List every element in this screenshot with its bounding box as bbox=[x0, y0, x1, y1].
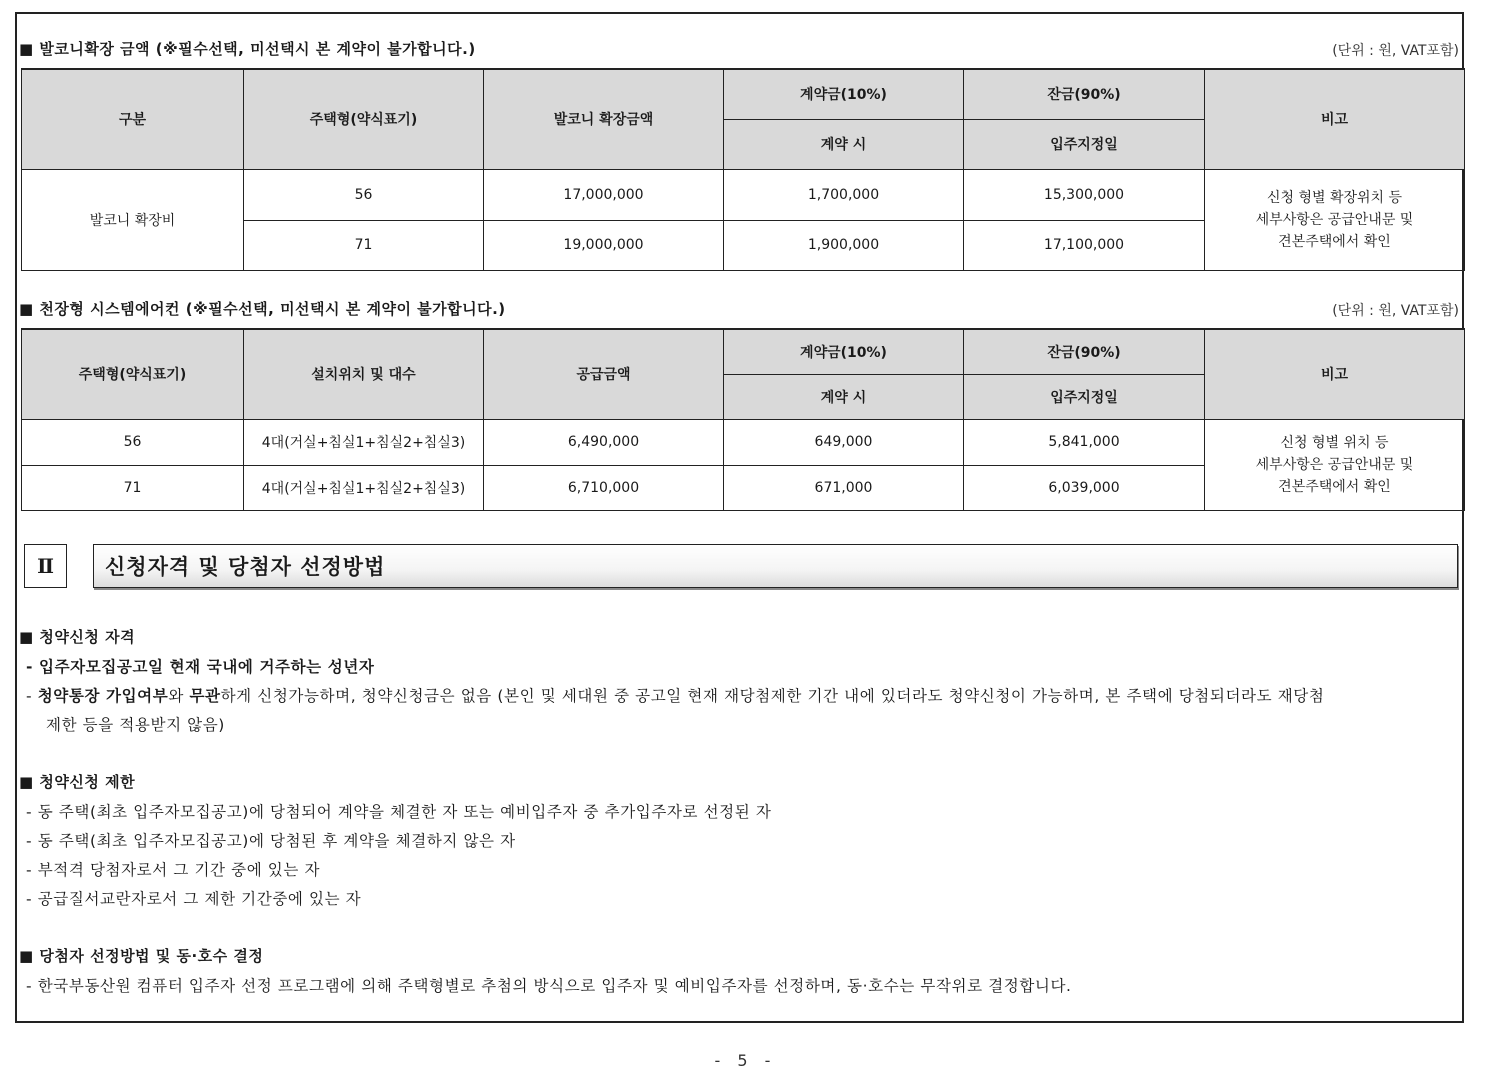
location-cell: 4대(거실+침실1+침실2+침실3) bbox=[244, 465, 484, 510]
remark-line: 세부사항은 공급안내문 및 bbox=[1255, 211, 1414, 228]
amount-cell: 6,490,000 bbox=[484, 419, 724, 465]
remark-cell bbox=[1205, 419, 1465, 510]
list-item: - 공급질서교란자로서 그 제한 기간중에 있는 자 bbox=[26, 890, 362, 908]
header-balance-sub: 입주지정일 bbox=[964, 119, 1205, 169]
location-cell: 4대(거실+침실1+침실2+침실3) bbox=[244, 419, 484, 465]
amount-cell: 19,000,000 bbox=[484, 220, 724, 270]
header-deposit: 계약금(10%) bbox=[724, 69, 964, 119]
amount-cell: 17,000,000 bbox=[484, 169, 724, 220]
deposit-cell: 671,000 bbox=[724, 465, 964, 510]
plain-text: 하게 신청가능하며, 청약신청금은 없음 (본인 및 세대원 중 공고일 현재 재당첨제한 기간 내에 있더라도 청약신청이 가능하며, 본 주택에 당첨되더라도 재당첨 bbox=[220, 687, 1325, 705]
type-cell: 56 bbox=[244, 169, 484, 220]
header-location: 설치위치 및 대수 bbox=[244, 329, 484, 419]
balcony-unit: (단위 : 원, VAT포함) bbox=[1332, 43, 1459, 59]
qualification-line-1 bbox=[26, 655, 374, 677]
page-number: - 5 - bbox=[714, 1051, 777, 1070]
category-cell: 발코니 확장비 bbox=[22, 169, 244, 270]
header-type: 주택형(약식표기) bbox=[244, 69, 484, 169]
header-deposit-sub: 계약 시 bbox=[724, 119, 964, 169]
list-item: - 부적격 당첨자로서 그 기간 중에 있는 자 bbox=[26, 861, 321, 879]
remark-line: 세부사항은 공급안내문 및 bbox=[1255, 456, 1414, 473]
chapter-title: 신청자격 및 당첨자 선정방법 bbox=[93, 544, 1458, 588]
header-deposit-sub: 계약 시 bbox=[724, 374, 964, 419]
table-row bbox=[22, 169, 1465, 220]
aircon-heading: ■ 천장형 시스템에어컨 (※필수선택, 미선택시 본 계약이 불가합니다.) bbox=[19, 300, 506, 318]
remark-line: 견본주택에서 확인 bbox=[1278, 233, 1391, 250]
type-cell: 71 bbox=[244, 220, 484, 270]
deposit-cell: 649,000 bbox=[724, 419, 964, 465]
qualification-heading: ■ 청약신청 자격 bbox=[19, 628, 136, 646]
aircon-unit: (단위 : 원, VAT포함) bbox=[1332, 303, 1459, 319]
deposit-cell: 1,900,000 bbox=[724, 220, 964, 270]
bold-text: 무관 bbox=[189, 687, 221, 705]
balance-cell: 17,100,000 bbox=[964, 220, 1205, 270]
header-amount: 공급금액 bbox=[484, 329, 724, 419]
qualification-line-1-text: - 입주자모집공고일 현재 국내에 거주하는 성년자 bbox=[26, 658, 375, 676]
bullet-dash: - bbox=[26, 687, 38, 705]
selection-line: - 한국부동산원 컴퓨터 입주자 선정 프로그램에 의해 주택형별로 추첨의 방식으로 입주자 및 예비입주자를 선정하며, 동·호수는 무작위로 결정합니다. bbox=[26, 977, 1072, 995]
header-type: 주택형(약식표기) bbox=[22, 329, 244, 419]
header-balance: 잔금(90%) bbox=[964, 329, 1205, 374]
header-deposit: 계약금(10%) bbox=[724, 329, 964, 374]
restriction-heading: ■ 청약신청 제한 bbox=[19, 773, 136, 791]
chapter-number: Ⅱ bbox=[24, 544, 67, 588]
remark-line: 신청 형별 확장위치 등 bbox=[1266, 189, 1403, 206]
amount-cell: 6,710,000 bbox=[484, 465, 724, 510]
header-balance-sub: 입주지정일 bbox=[964, 374, 1205, 419]
header-remark: 비고 bbox=[1205, 329, 1465, 419]
type-cell: 56 bbox=[22, 419, 244, 465]
qualification-line-2 bbox=[26, 684, 1324, 706]
balance-cell: 6,039,000 bbox=[964, 465, 1205, 510]
remark-cell bbox=[1205, 169, 1465, 270]
balance-cell: 5,841,000 bbox=[964, 419, 1205, 465]
header-amount: 발코니 확장금액 bbox=[484, 69, 724, 169]
qualification-line-3: 제한 등을 적용받지 않음) bbox=[46, 716, 225, 734]
list-item: - 동 주택(최초 입주자모집공고)에 당첨되어 계약을 체결한 자 또는 예비입주자 중 추가입주자로 선정된 자 bbox=[26, 803, 772, 821]
balance-cell: 15,300,000 bbox=[964, 169, 1205, 220]
remark-line: 견본주택에서 확인 bbox=[1278, 478, 1391, 495]
aircon-table bbox=[21, 328, 1465, 511]
header-balance: 잔금(90%) bbox=[964, 69, 1205, 119]
list-item: - 동 주택(최초 입주자모집공고)에 당첨된 후 계약을 체결하지 않은 자 bbox=[26, 832, 516, 850]
bold-text: 청약통장 가입여부 bbox=[37, 687, 169, 705]
deposit-cell: 1,700,000 bbox=[724, 169, 964, 220]
type-cell: 71 bbox=[22, 465, 244, 510]
balcony-heading: ■ 발코니확장 금액 (※필수선택, 미선택시 본 계약이 불가합니다.) bbox=[19, 40, 476, 58]
remark-line: 신청 형별 위치 등 bbox=[1280, 434, 1389, 451]
selection-heading: ■ 당첨자 선정방법 및 동·호수 결정 bbox=[19, 947, 264, 965]
table-row bbox=[22, 419, 1465, 465]
balcony-table bbox=[21, 68, 1465, 271]
plain-text: 와 bbox=[168, 687, 190, 705]
header-remark: 비고 bbox=[1205, 69, 1465, 169]
header-category: 구분 bbox=[22, 69, 244, 169]
